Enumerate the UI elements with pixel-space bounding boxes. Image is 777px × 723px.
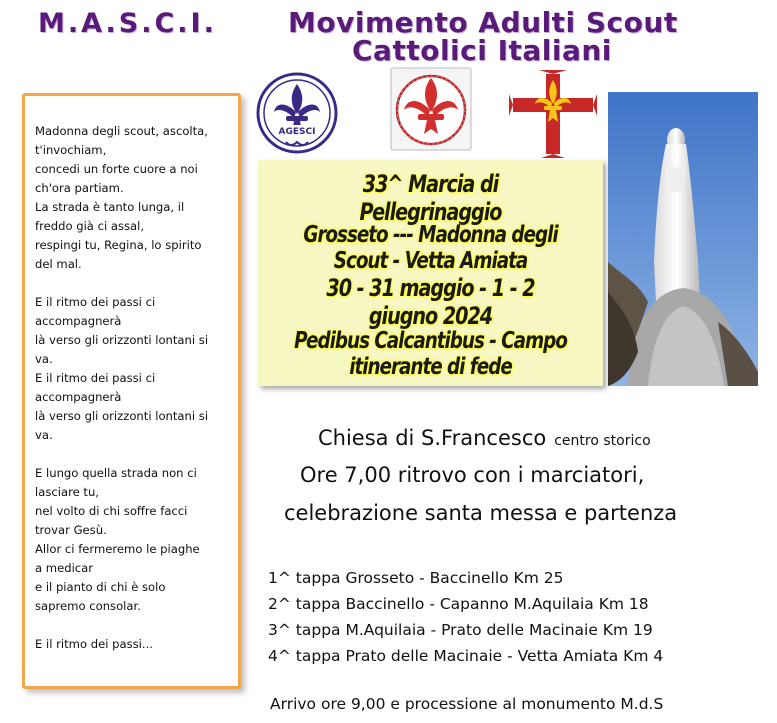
- stage-1: 1^ tappa Grosseto - Baccinello Km 25: [268, 569, 564, 587]
- mass-and-departure: celebrazione santa messa e partenza: [284, 501, 678, 525]
- church-note: centro storico: [554, 433, 651, 449]
- agesci-logo-text: AGESCI: [278, 127, 316, 137]
- banner-title: 33^ Marcia di Pellegrinaggio: [359, 170, 502, 226]
- church-location: [318, 426, 651, 450]
- org-acronym: M.A.S.C.I.: [38, 8, 217, 39]
- scout-fleur-logo: [389, 66, 473, 152]
- scout-cross-logo: [509, 70, 597, 158]
- pilgrimage-banner: [258, 160, 603, 386]
- arrival-info: Arrivo ore 9,00 e processione al monumento M.d.S: [270, 695, 664, 713]
- org-name-line1: Movimento Adulti Scout: [288, 6, 678, 39]
- org-name-line2: Cattolici Italiani: [352, 34, 612, 67]
- banner-dates: 30 - 31 maggio - 1 - 2 giugno 2024: [326, 274, 535, 330]
- poem-text: Madonna degli scout, ascolta, t'invochiam, concedi un forte cuore a noi ch'ora partiam. La strada è tanto lunga, il freddo già ci assal, respingi tu, Regina, lo spirito del mal. E il ritmo dei passi ci accompagnerà là verso gli orizzonti lontani si va. E il ritmo dei passi ci accompagnerà là verso gli orizzonti lontani si va. E lungo quella strada non ci lasciare tu, nel volto di chi soffre facci trovar Gesù. Allor ci fermeremo le piaghe a medicar e il pianto di chi è solo sapremo consolar. E il ritmo dei passi...: [35, 124, 209, 651]
- stage-3: 3^ tappa M.Aquilaia - Prato delle Macinaie Km 19: [268, 621, 653, 639]
- church-name: Chiesa di S.Francesco: [318, 426, 547, 450]
- poem-box: [22, 93, 241, 689]
- madonna-statue-photo: [608, 92, 758, 386]
- banner-subtitle: Pedibus Calcantibus - Campo itinerante di fede: [294, 328, 567, 380]
- stage-2: 2^ tappa Baccinello - Capanno M.Aquilaia Km 18: [268, 595, 649, 613]
- stages-list: [268, 565, 663, 669]
- agesci-logo: [256, 72, 338, 154]
- meeting-time: Ore 7,00 ritrovo con i marciatori,: [300, 463, 645, 487]
- banner-route: Grosseto --- Madonna degli Scout - Vetta Amiata: [303, 222, 558, 274]
- stage-4: 4^ tappa Prato delle Macinaie - Vetta Amiata Km 4: [268, 647, 664, 665]
